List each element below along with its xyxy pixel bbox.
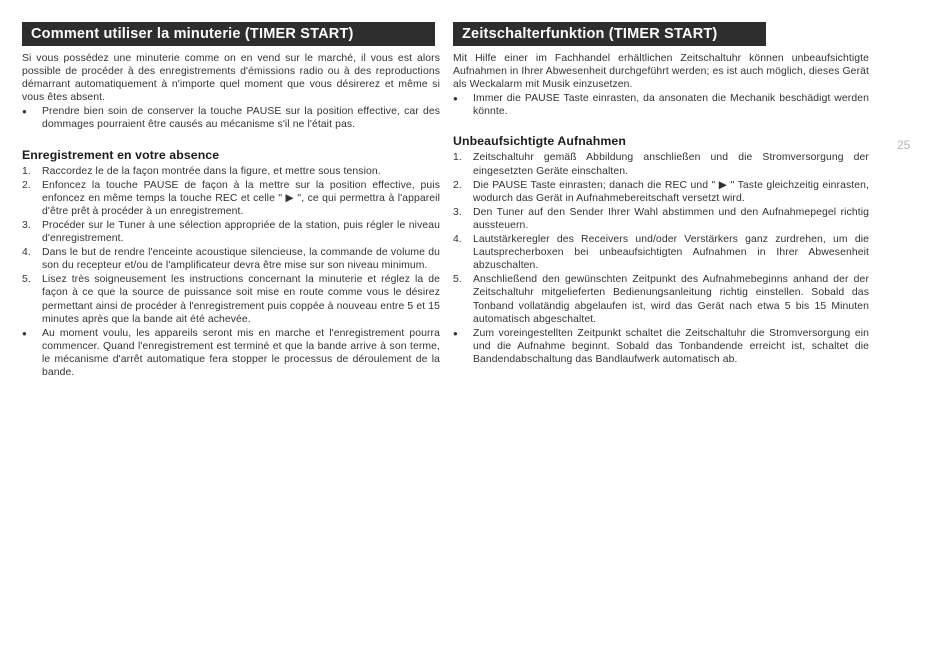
bullet-icon: ● <box>22 107 27 117</box>
subheading-de: Unbeaufsichtigte Aufnahmen <box>453 134 626 149</box>
list-item <box>453 273 869 325</box>
french-column <box>22 22 440 379</box>
list-item <box>453 233 869 272</box>
intro-paragraph-fr: Si vous possédez une minuterie comme on en vend sur le marché, il vous est alors possible de procéder à des enregistrements d'émissions radio ou à des reproductions démarrant automatiquement à n'importe quel moment que vous désirerez et même si vous êtes absent. <box>22 53 440 104</box>
bullet-icon: ● <box>453 94 458 104</box>
list-item <box>453 327 869 366</box>
item-number: 1. <box>22 165 31 177</box>
bullet-note-de <box>453 92 869 118</box>
item-text: Lautstärkeregler des Receivers und/oder Verstärkers ganz zurdrehen, um die Lautsprecherboxen bei unbeaufsichtigten Aufnahmen in Ihrer Abwesenheit abzuschalten. <box>473 234 869 272</box>
section-heading-de: Zeitschalterfunktion (TIMER START) <box>453 22 766 46</box>
item-text: Den Tuner auf den Sender Ihrer Wahl abstimmen und den Aufnahmepegel richtig aussteuern. <box>473 206 869 231</box>
german-column <box>453 22 869 366</box>
item-number: 2. <box>22 179 31 191</box>
item-number: 4. <box>453 234 462 246</box>
list-item <box>22 246 440 272</box>
item-text: Raccordez le de la façon montrée dans la figure, et mettre sous tension. <box>42 165 381 177</box>
item-text: Lisez très soigneusement les instructions concernant la minuterie et réglez la de façon à ce que la source de puissance soit mise en route comme vous le désirez permettant ainsi de procéder à l'enregistrement puis coppée à nouveau entre 5 et 15 minutes après que la bande ait été achevée. <box>42 274 440 325</box>
item-number: 5. <box>22 274 31 286</box>
subheading-fr: Enregistrement en votre absence <box>22 147 220 162</box>
note-text-fr: Prendre bien soin de conserver la touche PAUSE sur la position effective, car des dommages pourraient être causés au mécanisme s'il ne l'était pas. <box>42 106 440 131</box>
note-text-de: Immer die PAUSE Taste einrasten, da ansonaten die Mechanik beschädigt werden könnte. <box>473 93 869 118</box>
list-item <box>22 273 440 325</box>
item-number: 4. <box>22 247 31 259</box>
item-number: 2. <box>453 179 462 191</box>
item-number: 3. <box>453 206 462 218</box>
item-text: Enfoncez la touche PAUSE de façon à la mettre sur la position effective, puis enfoncez en même temps la touche REC et celle " ▶ ", ce qui permettra à l'appareil d'être prêt à procéder à un enregistrement. <box>42 179 440 217</box>
bullet-note-fr <box>22 105 440 131</box>
intro-paragraph-de: Mit Hilfe einer im Fachhandel erhältlichen Zeitschaltuhr können unbeaufsichtigte Aufnahmen in Ihrer Abwesenheit durchgeführt werden; es ist auch möglich, dieses Gerät als Weckalarm mit Musik einzusetzen. <box>453 53 869 91</box>
list-item <box>22 327 440 379</box>
item-text: Zeitschaltuhr gemäß Abbildung anschließen und die Stromversorgung der eingesetzten Geräte einschalten. <box>473 152 869 177</box>
item-number: 1. <box>453 152 462 164</box>
list-item <box>453 206 869 232</box>
bullet-icon: ● <box>453 328 458 338</box>
bullet-icon: ● <box>22 328 27 338</box>
list-item <box>22 219 440 245</box>
item-text: Procéder sur le Tuner à une sélection appropriée de la station, puis régler le niveau d'enregistrement. <box>42 219 440 245</box>
list-item <box>22 165 440 178</box>
page-number: 25 <box>897 138 911 152</box>
item-text: Au moment voulu, les appareils seront mis en marche et l'enregistrement pourra commencer. Quand l'enregistrement est terminé et que la bande arrive à son terme, le mécanisme d'arrêt automatique fera stopper le processus de déroulement de la bande. <box>42 327 440 378</box>
item-number: 3. <box>22 219 31 231</box>
list-item <box>453 151 869 177</box>
item-text: Anschließend den gewünschten Zeitpunkt des Aufnahmebeginns anhand der der Zeitschaltuhr mitgelieferten Bedienungsanleitung richtig einstellen. Sobald das Tonband vollatändig abgelaufen ist, wird das Gerät nach etwa 5 bis 15 Minuten automatisch abgeschaltet. <box>473 274 869 325</box>
item-text: Dans le but de rendre l'enceinte acoustique silencieuse, la commande de volume du son du recepteur et/ou de l'amplificateur devra être mise sur son niveau minimum. <box>42 247 440 272</box>
item-number: 5. <box>453 274 462 286</box>
list-item <box>453 179 869 205</box>
section-heading-fr: Comment utiliser la minuterie (TIMER START) <box>22 22 435 46</box>
item-text: Die PAUSE Taste einrasten; danach die REC und " ▶ " Taste gleichzeitig einrasten, wodurch das Gerät in Aufnahmebereitschaft versetzt wird. <box>473 179 869 204</box>
item-text: Zum voreingestellten Zeitpunkt schaltet die Zeitschaltuhr die Stromversorgung ein und die Aufnahme beginnt. Sobald das Tonbandende erreicht ist, schaltet die Bandendabschaltung das Bandlaufwerk automatisch ab. <box>473 327 869 365</box>
list-item <box>22 179 440 218</box>
